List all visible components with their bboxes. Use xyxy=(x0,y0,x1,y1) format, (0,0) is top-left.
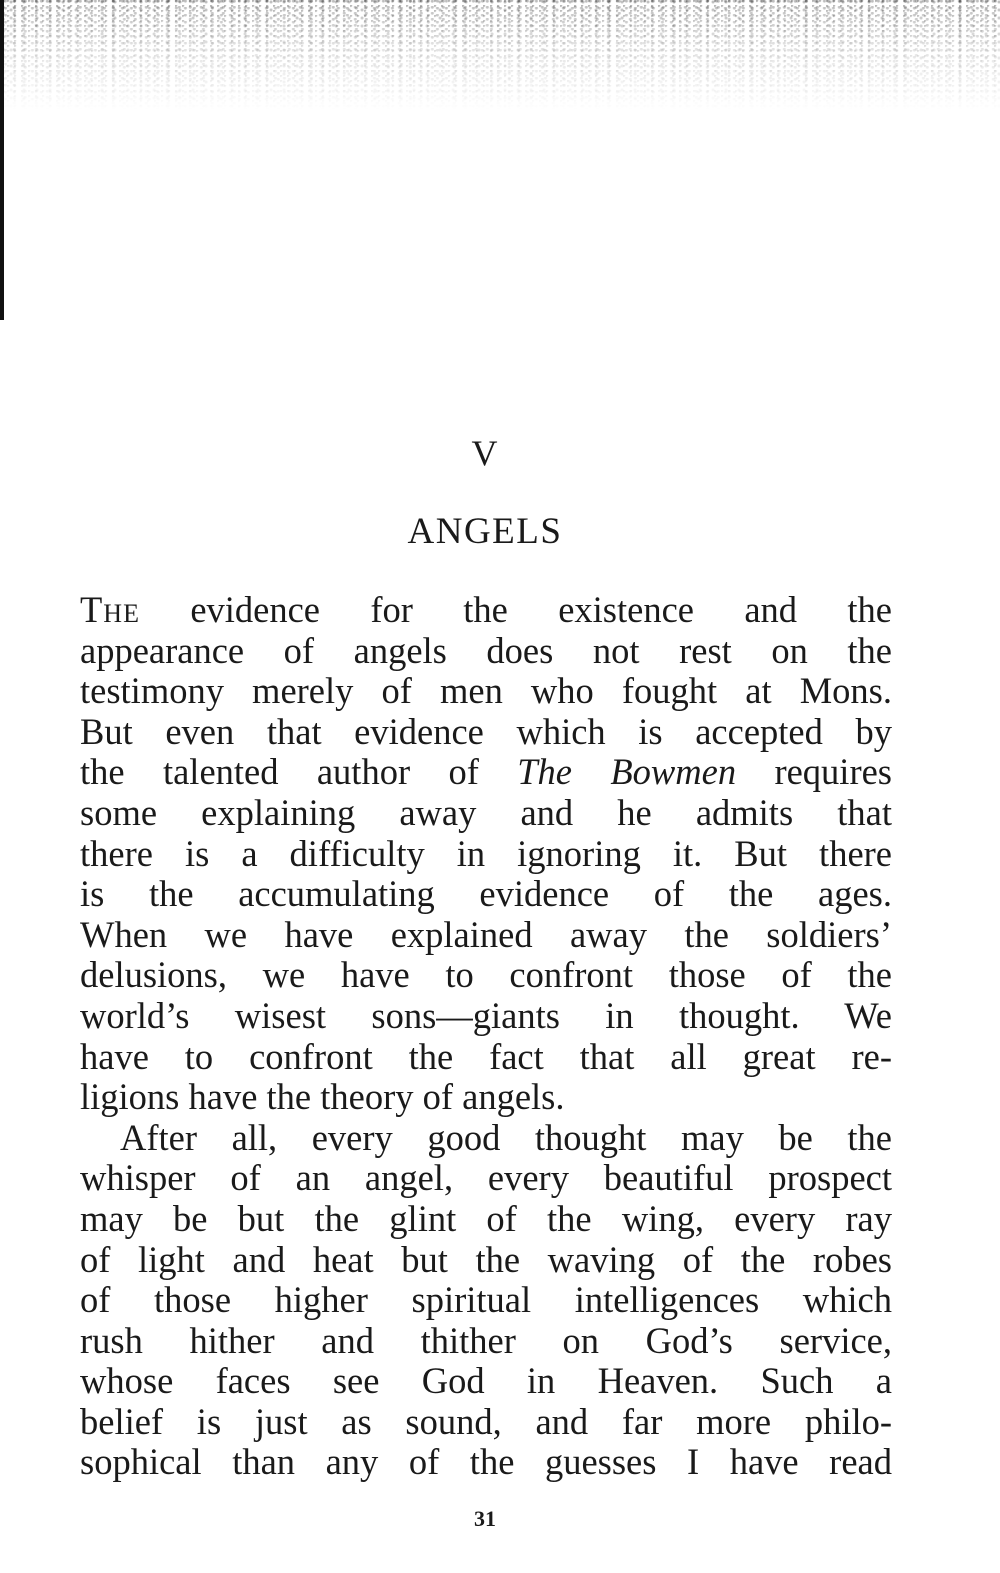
page-number: 31 xyxy=(474,1506,496,1531)
text-line: belief is just as sound, and far more philo- xyxy=(80,1400,892,1442)
text-line: have to confront the fact that all great re- xyxy=(80,1035,892,1077)
small-caps-lead: The xyxy=(80,589,140,630)
text-line: some explaining away and he admits that xyxy=(80,791,892,833)
text-line: ligions have the theory of angels. xyxy=(80,1076,565,1118)
chapter-number: V xyxy=(471,433,499,473)
text-line xyxy=(80,752,892,793)
text-line: testimony merely of men who fought at Mons. xyxy=(80,670,892,712)
text-segment: the talented author of xyxy=(80,751,518,793)
text-line: of those higher spiritual intelligences which xyxy=(80,1279,892,1321)
text-line: After all, every good thought may be the xyxy=(120,1116,892,1158)
text-line: of light and heat but the waving of the robes xyxy=(80,1238,892,1280)
scan-noise-top xyxy=(0,0,1000,110)
text-line xyxy=(80,590,892,631)
text-line: world’s wisest sons—giants in thought. We xyxy=(80,994,892,1036)
scan-edge-shadow xyxy=(0,0,4,320)
text-line: may be but the glint of the wing, every ray xyxy=(80,1197,892,1239)
chapter-title: ANGELS xyxy=(407,511,563,552)
text-line: whose faces see God in Heaven. Such a xyxy=(80,1360,892,1402)
text-line: But even that evidence which is accepted by xyxy=(80,710,892,752)
text-line: is the accumulating evidence of the ages. xyxy=(80,873,892,915)
text-line-content: evidence for the existence and the xyxy=(139,589,892,630)
body-text xyxy=(80,590,892,1483)
text-line: sophical than any of the guesses I have read xyxy=(80,1441,892,1483)
text-line: appearance of angels does not rest on the xyxy=(80,629,892,671)
text-line: rush hither and thither on God’s service, xyxy=(80,1319,892,1361)
text-line: there is a difficulty in ignoring it. But there xyxy=(80,832,892,874)
text-line: whisper of an angel, every beautiful prospect xyxy=(80,1157,892,1199)
text-line: When we have explained away the soldiers’ xyxy=(80,913,892,955)
text-line: delusions, we have to confront those of the xyxy=(80,954,892,996)
book-title-italic: The Bowmen xyxy=(517,751,737,793)
text-segment: requires xyxy=(736,751,893,793)
